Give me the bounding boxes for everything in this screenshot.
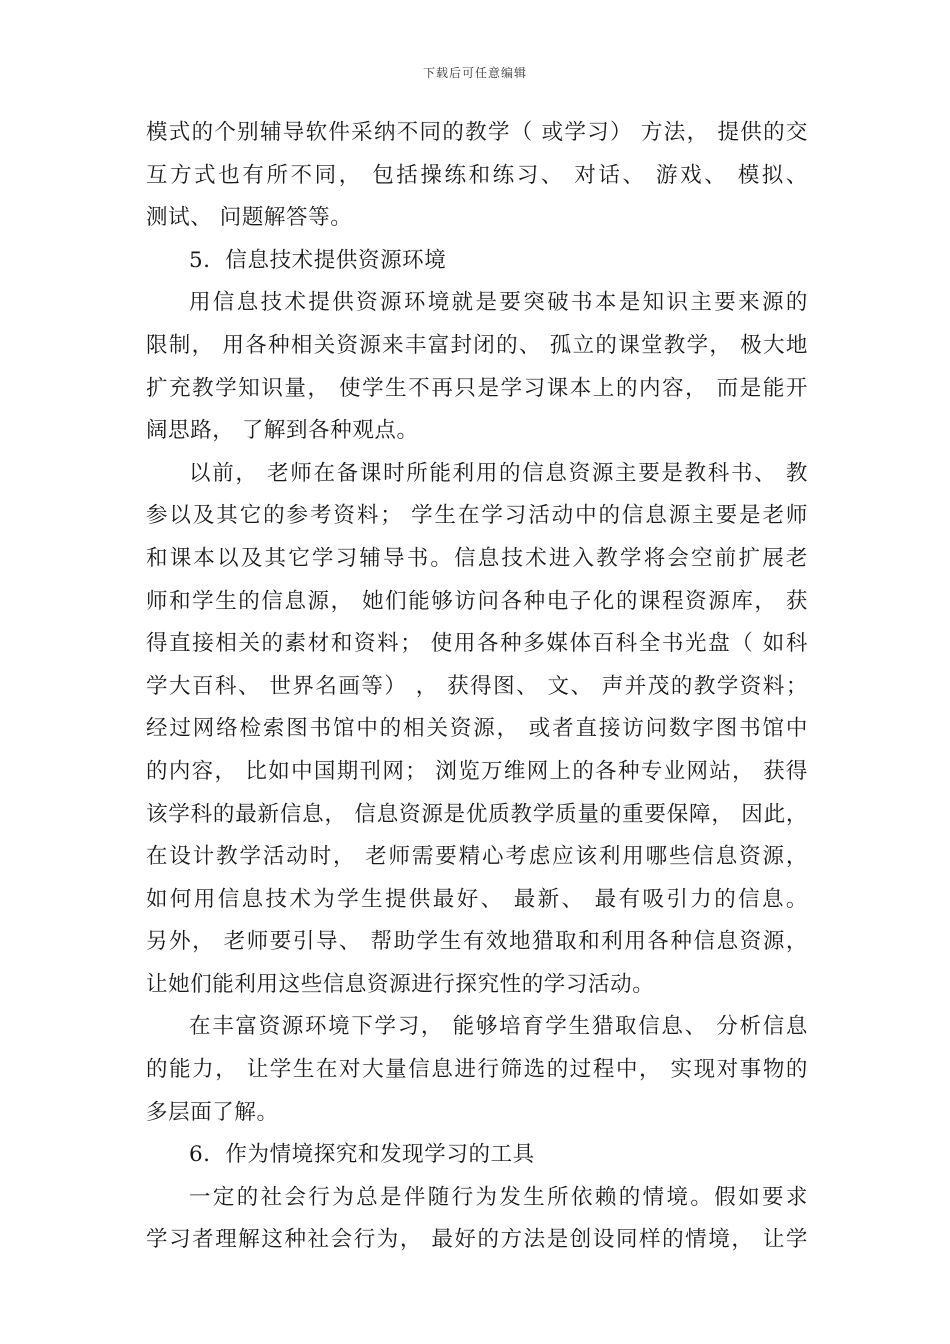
text-line: 师和学生的信息源， 她们能够访问各种电子化的课程资源库， 获 xyxy=(146,588,808,614)
text-line: 该学科的最新信息， 信息资源是优质教学质量的重要保障， 因此， xyxy=(146,801,808,827)
text-line: 限制， 用各种相关资源来丰富封闭的、 孤立的课堂教学， 极大地 xyxy=(146,332,808,358)
text-line: 在丰富资源环境下学习， 能够培育学生猎取信息、 分析信息 xyxy=(189,1014,808,1040)
text-line: 以前， 老师在备课时所能利用的信息资源主要是教科书、 教 xyxy=(189,460,808,486)
text-line: 扩充教学知识量， 使学生不再只是学习课本上的内容， 而是能开 xyxy=(146,375,808,401)
text-line: 阔思路， 了解到各种观点。 xyxy=(146,418,419,444)
text-line: 让她们能利用这些信息资源进行探究性的学习活动。 xyxy=(146,971,655,997)
text-line: 得直接相关的素材和资料； 使用各种多媒体百科全书光盘（ 如科 xyxy=(146,631,808,657)
text-line: 6．作为情境探究和发现学习的工具 xyxy=(189,1142,535,1168)
text-line: 在设计教学活动时， 老师需要精心考虑应该利用哪些信息资源， xyxy=(146,844,808,870)
text-line: 和课本以及其它学习辅导书。信息技术进入教学将会空前扩展老 xyxy=(146,545,808,571)
text-line: 的能力， 让学生在对大量信息进行筛选的过程中， 实现对事物的 xyxy=(146,1057,808,1083)
text-line: 学习者理解这种社会行为， 最好的方法是创设同样的情境， 让学 xyxy=(146,1227,808,1253)
text-line: 多层面了解。 xyxy=(146,1099,279,1125)
document-body xyxy=(146,112,808,1262)
text-line: 5．信息技术提供资源环境 xyxy=(189,247,447,273)
text-line: 用信息技术提供资源环境就是要突破书本是知识主要来源的 xyxy=(189,290,808,316)
text-line: 一定的社会行为总是伴随行为发生所依赖的情境。假如要求 xyxy=(189,1184,808,1210)
text-line: 经过网络检索图书馆中的相关资源， 或者直接访问数字图书馆中 xyxy=(146,716,808,742)
text-line: 模式的个别辅导软件采纳不同的教学（ 或学习） 方法， 提供的交 xyxy=(146,120,808,145)
text-line: 的内容， 比如中国期刊网； 浏览万维网上的各种专业网站， 获得 xyxy=(146,758,808,784)
text-line: 另外， 老师要引导、 帮助学生有效地猎取和利用各种信息资源， xyxy=(146,929,808,955)
text-line: 如何用信息技术为学生提供最好、 最新、 最有吸引力的信息。 xyxy=(146,886,808,912)
text-line: 测试、 问题解答等。 xyxy=(146,205,353,231)
text-line: 学大百科、 世界名画等） ， 获得图、 文、 声并茂的教学资料； xyxy=(146,673,808,699)
page-header: 下载后可任意编辑 xyxy=(422,66,527,80)
text-line: 互方式也有所不同， 包括操练和练习、 对话、 游戏、 模拟、 xyxy=(146,162,808,188)
text-line: 参以及其它的参考资料； 学生在学习活动中的信息源主要是老师 xyxy=(146,503,808,529)
